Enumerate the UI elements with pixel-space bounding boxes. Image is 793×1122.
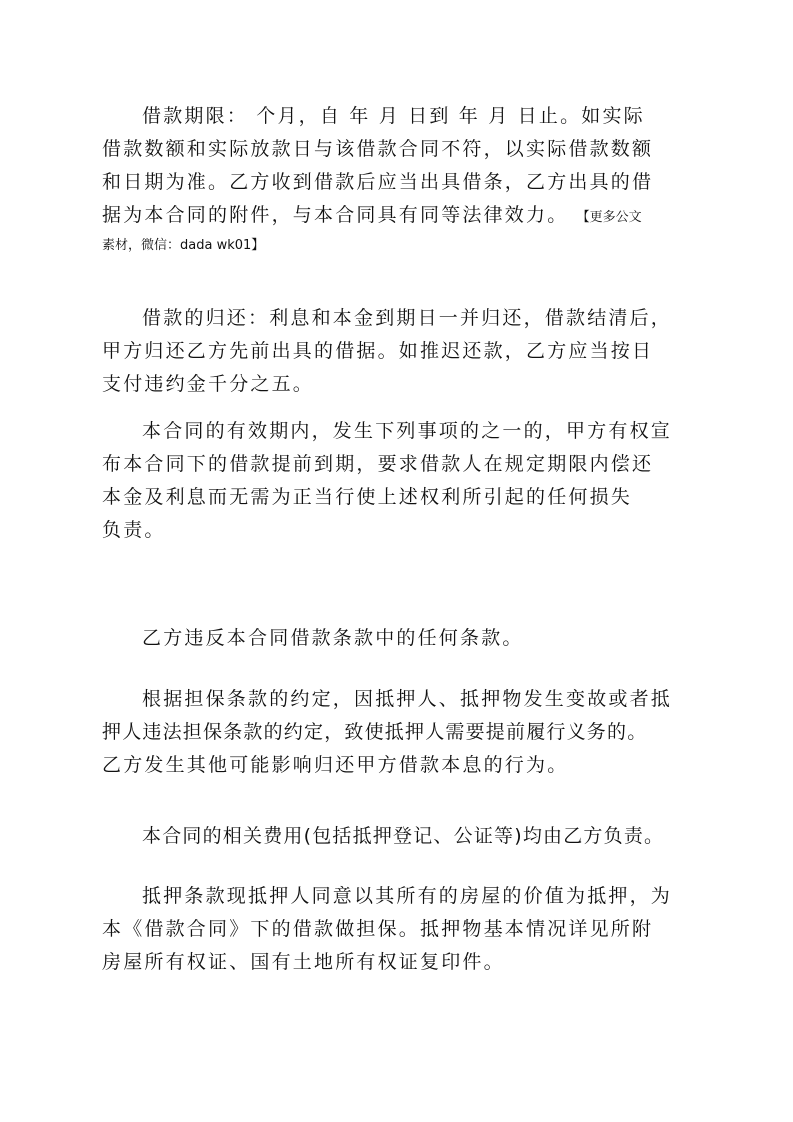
paragraph-repayment — [102, 302, 682, 401]
promo-note: 【更多公文 — [576, 210, 642, 225]
line: 本《借款合同》下的借款做担保。抵押物基本情况详见所附 — [102, 918, 654, 940]
line: 布本合同下的借款提前到期，要求借款人在规定期限内偿还 — [102, 453, 654, 475]
paragraph-loan-term — [102, 100, 682, 258]
paragraph-guarantee — [102, 683, 682, 782]
line: 和日期为准。乙方收到借款后应当出具借条，乙方出具的借 — [102, 171, 654, 193]
line: 根据担保条款的约定，因抵押人、抵押物发生变故或者抵 — [142, 688, 673, 710]
line: 本合同的相关费用(包括抵押登记、公证等)均由乙方负责。 — [142, 825, 665, 847]
line: 支付违约金千分之五。 — [102, 373, 315, 395]
line: 借款数额和实际放款日与该借款合同不符，以实际借款数额 — [102, 138, 654, 160]
paragraph-fees — [122, 820, 682, 853]
line: 借款期限： 个月，自 年 月 日到 年 月 日止。如实际 — [142, 105, 645, 127]
line: 负责。 — [102, 519, 166, 541]
line: 房屋所有权证、国有土地所有权证复印件。 — [102, 951, 505, 973]
line: 乙方发生其他可能影响归还甲方借款本息的行为。 — [102, 754, 569, 776]
line: 甲方归还乙方先前出具的借据。如推迟还款，乙方应当按日 — [102, 340, 654, 362]
line: 本合同的有效期内，发生下列事项的之一的，甲方有权宣 — [142, 420, 673, 442]
line: 本金及利息而无需为正当行使上述权利所引起的任何损失 — [102, 486, 633, 508]
paragraph-acceleration — [102, 415, 682, 547]
paragraph-mortgage — [102, 880, 682, 979]
line: 据为本合同的附件，与本合同具有同等法律效力。 — [102, 204, 569, 226]
line: 抵押条款现抵押人同意以其所有的房屋的价值为抵押，为 — [142, 885, 673, 907]
line: 乙方违反本合同借款条款中的任何条款。 — [142, 627, 524, 649]
line: 押人违法担保条款的约定，致使抵押人需要提前履行义务的。 — [102, 721, 648, 743]
promo-note-continued: 素材，微信：dada wk01】 — [102, 238, 265, 253]
paragraph-breach — [122, 622, 682, 655]
line: 借款的归还：利息和本金到期日一并归还，借款结清后， — [142, 307, 673, 329]
